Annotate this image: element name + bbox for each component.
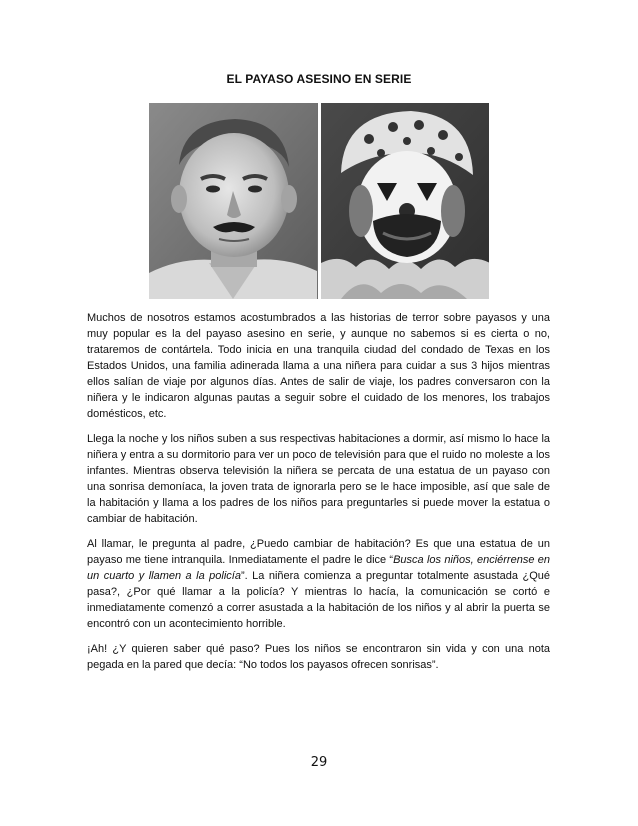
paragraph-1: Muchos de nosotros estamos acostumbrados a las historias de terror sobre payasos y una muy popular es la del payaso asesino en serie, y aunque no sabemos si es cierta o no, trataremos de contártela. Todo inicia en una tranquila ciudad del condado de Texas en los Estados Unidos, una familia adinerada llama a una niñera para cuidar a sus 3 hijos mientras ellos salían de viaje por algunos días. Antes de salir de viaje, los padres conversaron con la niñera y le indicaron algunas pautas a seguir sobre el cuidado de los menores, los trabajos domésticos, etc. [87,312,550,420]
paragraph-3-quote: Busca los niños, enciérrense en un cuarto y llamen a la policía [87,554,550,582]
page-number: 29 [310,755,328,770]
paragraph-4: ¡Ah! ¿Y quieren saber qué paso? Pues los niños se encontraron sin vida y con una nota pegada en la pared que decía: “No todos los payasos ofrecen sonrisas”. [87,643,550,671]
man-portrait-illustration [149,103,317,299]
paragraph-3-text-end: ”. La niñera comienza a preguntar totalmente asustada ¿Qué pasa?, ¿Por qué llamar a la policía? Y mientras lo hacía, la comunicación se cortó e inmediatamente comenzó a correr asustada a la habitación de los niños y al abrir la puerta se encontró con un acontecimiento horrible. [87,570,550,630]
story-body [87,310,550,682]
photo-pair [149,103,489,299]
page-title: EL PAYASO ASESINO EN SERIE [226,72,412,86]
clown-illustration [321,103,490,299]
paragraph-3 [87,536,550,632]
man-portrait-photo [149,103,318,299]
paragraph-2: Llega la noche y los niños suben a sus respectivas habitaciones a dormir, así mismo lo hace la niñera y entra a su dormitorio para ver un poco de televisión para que el ruido no moleste a los infantes. Mientras observa televisión la niñera se percata de una estatua de un payaso con una sonrisa demoníaca, la joven trata de ignorarla pero se le hace imposible, así que sale de la habitación y llama a los padres de los niños para preguntarles si puede mover la estatua o cambiar de habitación. [87,433,550,525]
clown-photo [321,103,490,299]
paragraph-3-text: Al llamar, le pregunta al padre, ¿Puedo cambiar de habitación? Es que una estatua de un payaso me tiene intranquila. Inmediatamente el padre le dice “ [87,538,550,566]
